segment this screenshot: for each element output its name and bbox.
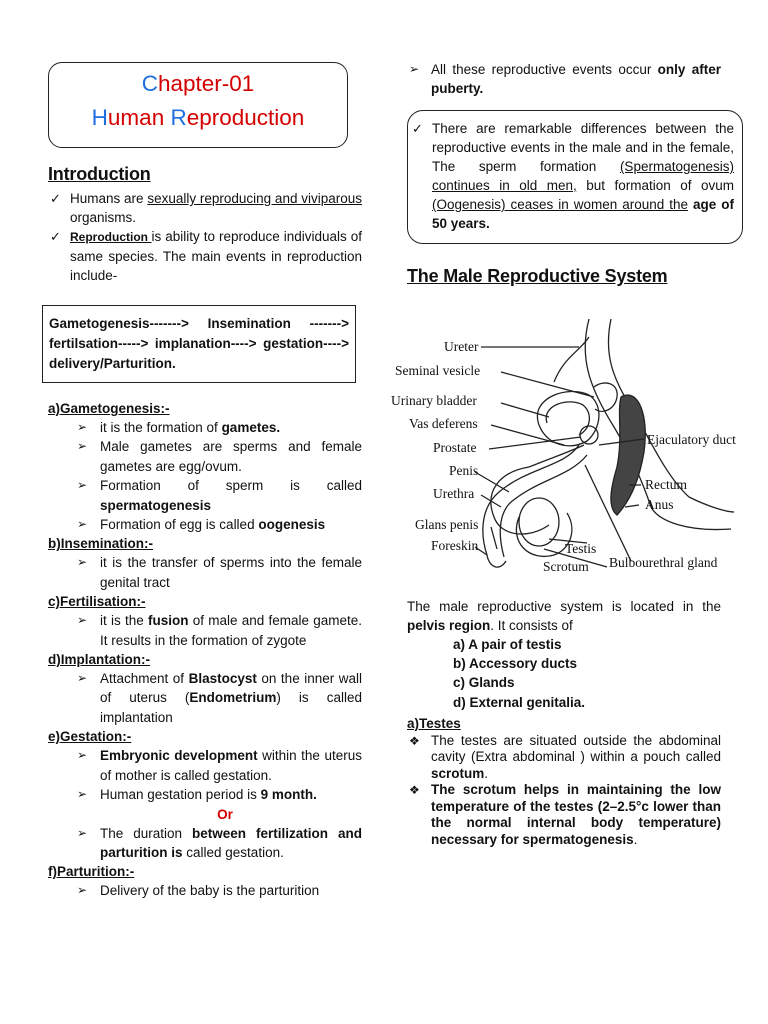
arrow-bullet-icon: ➢ [77, 613, 88, 628]
label-urinary-bladder: Urinary bladder [391, 393, 477, 408]
intro-point-2: ✓ Reproduction is ability to reproduce individuals of same species. The main events in reproduction include- [50, 229, 362, 283]
testes-heading: a)Testes [407, 715, 461, 731]
arrow-bullet-icon: ➢ [77, 555, 88, 570]
parturition-point-1: ➢ Delivery of the baby is the parturition [48, 881, 362, 900]
insemination-heading: b)Insemination:- [48, 536, 153, 552]
gametogenesis-heading: a)Gametogenesis:- [48, 401, 170, 416]
arrow-bullet-icon: ➢ [77, 787, 88, 802]
gametogenesis-point-3: ➢ Formation of sperm is called spermatogenesis [77, 478, 362, 513]
parturition-heading: f)Parturition:- [48, 864, 135, 880]
label-anus: Anus [645, 497, 674, 512]
label-seminal-vesicle: Seminal vesicle [395, 363, 481, 378]
chapter-number: Chapter-01 [141, 71, 255, 96]
diamond-bullet-icon: ❖ [409, 733, 420, 748]
implantation-heading: d)Implantation:- [48, 652, 150, 668]
diamond-bullet-icon: ❖ [409, 783, 420, 798]
testes-point-1: ❖ The testes are situated outside the abdominal cavity (Extra abdominal ) within a pouch called scrotum. [409, 732, 721, 781]
list-item: d) External genitalia. [453, 694, 586, 710]
gestation-point-2: ➢ Human gestation period is 9 month. [48, 785, 362, 804]
gestation-point-3: ➢ The duration between fertilization and parturition is called gestation. [77, 825, 362, 860]
label-urethra: Urethra [433, 486, 475, 501]
label-vas-deferens: Vas deferens [409, 416, 478, 431]
label-scrotum: Scrotum [543, 559, 589, 574]
male-system-heading: The Male Reproductive System [407, 266, 668, 286]
label-rectum: Rectum [645, 477, 687, 492]
label-bulbourethral-gland: Bulbourethral gland [609, 555, 718, 570]
arrow-bullet-icon: ➢ [77, 517, 88, 532]
label-foreskin: Foreskin [431, 538, 479, 553]
gestation-heading: e)Gestation:- [48, 729, 132, 745]
list-item: c) Glands [453, 675, 515, 691]
arrow-bullet-icon: ➢ [409, 62, 420, 76]
gametogenesis-point-1: ➢ it is the formation of gametes. [48, 418, 362, 437]
fertilisation-heading: c)Fertilisation:- [48, 594, 146, 610]
male-reproductive-diagram [389, 317, 749, 587]
differences-point: ✓ There are remarkable differences between the reproductive events in the male and in the female, The sperm formation (Spermatogenesis) continues in old men, but formation of ovum (Oogenesis) ceases in women around the age of 50 years. [412, 121, 734, 231]
arrow-bullet-icon: ➢ [77, 478, 88, 493]
puberty-note: ➢ All these reproductive events occur only after puberty. [409, 62, 721, 96]
label-ureter: Ureter [444, 339, 479, 354]
differences-box [407, 110, 743, 244]
right-column [391, 60, 736, 848]
fertilisation-point-1: ➢ it is the fusion of male and female gamete. It results in the formation of zygote [77, 613, 362, 648]
or-separator: Or [217, 806, 233, 822]
arrow-bullet-icon: ➢ [77, 748, 88, 763]
check-icon: ✓ [412, 121, 423, 136]
gametogenesis-point-2: ➢ Male gametes are sperms and female gametes are egg/ovum. [77, 439, 362, 474]
label-prostate: Prostate [433, 440, 477, 455]
implantation-point-1: ➢ Attachment of Blastocyst on the inner wall of uterus (Endometrium) is called implantation [77, 671, 363, 725]
arrow-bullet-icon: ➢ [77, 883, 88, 898]
check-icon: ✓ [50, 191, 61, 206]
testes-point-2: ❖ The scrotum helps in maintaining the low temperature of the testes (2–2.5°c lower than the normal internal body temperature) necessary for spermatogenesis. [409, 782, 721, 847]
male-system-description: The male reproductive system is located in the pelvis region. It consists of [407, 599, 721, 633]
list-item: b) Accessory ducts [453, 656, 578, 672]
label-ejaculatory-duct: Ejaculatory duct [647, 432, 736, 447]
arrow-bullet-icon: ➢ [77, 671, 88, 686]
label-glans-penis: Glans penis [415, 517, 479, 532]
chapter-title-box [48, 62, 348, 148]
list-item: a) A pair of testis [453, 637, 562, 652]
check-icon: ✓ [50, 229, 61, 244]
intro-point-1: ✓ Humans are sexually reproducing and viviparous organisms. [50, 191, 362, 225]
left-column [48, 62, 362, 901]
insemination-point-1: ➢ it is the transfer of sperms into the female genital tract [77, 555, 362, 590]
label-testis: Testis [565, 541, 597, 556]
component-list [407, 635, 721, 712]
arrow-bullet-icon: ➢ [77, 420, 88, 434]
reproduction-events-flow: Gametogenesis-------> Insemination -------> fertilsation-----> implanation----> gestation----> delivery/Parturition. [42, 305, 356, 383]
gestation-point-1: ➢ Embryonic development within the uterus of mother is called gestation. [77, 748, 362, 783]
introduction-heading: Introduction [48, 164, 151, 184]
gametogenesis-point-4: ➢ Formation of egg is called oogenesis [48, 515, 362, 534]
label-penis: Penis [449, 463, 479, 478]
chapter-title: Human Reproduction [91, 105, 305, 130]
arrow-bullet-icon: ➢ [77, 439, 88, 454]
arrow-bullet-icon: ➢ [77, 825, 88, 840]
